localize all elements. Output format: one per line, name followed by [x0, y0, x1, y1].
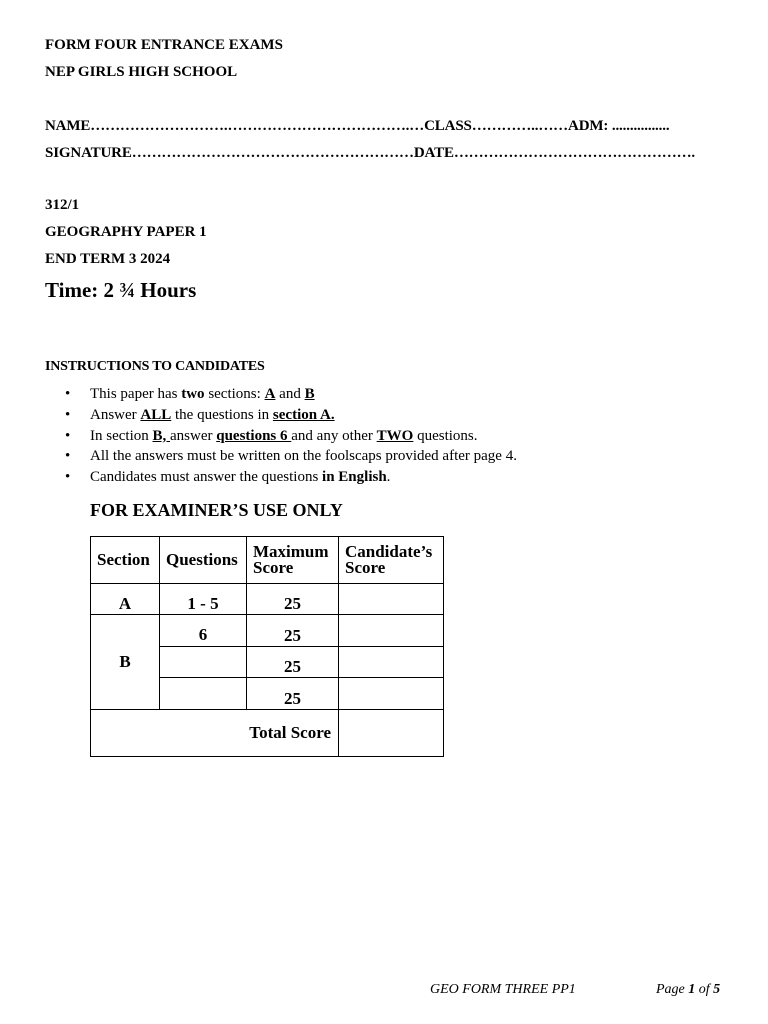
- exam-time: Time: 2 ¾ Hours: [45, 278, 197, 302]
- instruction-item: • All the answers must be written on the foolscaps provided after page 4.: [65, 448, 517, 465]
- examiner-title: FOR EXAMINER’S USE ONLY: [90, 500, 343, 520]
- candidate-score-b2-cell[interactable]: [339, 647, 444, 678]
- instruction-item: • Answer ALL the questions in section A.: [65, 406, 335, 423]
- paper-code: 312/1: [45, 197, 80, 213]
- header-section: Section: [91, 537, 160, 584]
- instructions-list: [45, 384, 517, 488]
- table-row: [91, 615, 444, 647]
- instruction-item: • This paper has two sections: A and B: [65, 386, 315, 402]
- candidate-score-b3-cell[interactable]: [339, 678, 444, 710]
- instructions-title: INSTRUCTIONS TO CANDIDATES: [45, 359, 265, 374]
- header-questions: Questions: [160, 537, 247, 584]
- footer-page-number: Page 1 of 5: [656, 982, 721, 997]
- exam-title: FORM FOUR ENTRANCE EXAMS: [45, 37, 283, 53]
- total-score-label: Total Score: [91, 710, 339, 757]
- bullet-icon: •: [65, 406, 71, 423]
- questions-b3-cell[interactable]: [160, 678, 247, 710]
- bullet-icon: •: [65, 386, 71, 402]
- total-row: [91, 710, 444, 757]
- bullet-icon: •: [65, 448, 71, 465]
- name-class-adm-line: NAME……………………….……………………………….…CLASS…………..……ADM: ................: [45, 118, 670, 134]
- table-header-row: [91, 537, 444, 584]
- score-table: [90, 536, 444, 757]
- paper-subject: GEOGRAPHY PAPER 1: [45, 224, 207, 240]
- questions-b2-cell[interactable]: [160, 647, 247, 678]
- bullet-icon: •: [65, 469, 71, 486]
- max-score-a-cell: 25: [247, 584, 339, 615]
- instruction-item: • In section B, answer questions 6 and any other TWO questions.: [65, 427, 478, 444]
- max-score-b3-cell: 25: [247, 678, 339, 710]
- header-maximum-score: Maximum Score: [247, 537, 339, 584]
- total-score-cell[interactable]: [339, 710, 444, 757]
- table-row: [91, 584, 444, 615]
- footer-paper-label: GEO FORM THREE PP1: [430, 982, 576, 997]
- questions-a-cell: 1 - 5: [160, 584, 247, 615]
- max-score-b1-cell: 25: [247, 615, 339, 647]
- school-name: NEP GIRLS HIGH SCHOOL: [45, 64, 238, 80]
- bullet-icon: •: [65, 427, 71, 444]
- max-score-b2-cell: 25: [247, 647, 339, 678]
- candidate-score-a-cell[interactable]: [339, 584, 444, 615]
- instruction-item: • Candidates must answer the questions in English.: [65, 469, 391, 486]
- header-candidate-score: Candidate’s Score: [339, 537, 444, 584]
- questions-b1-cell: 6: [160, 615, 247, 647]
- section-b-cell: B: [91, 615, 160, 710]
- section-a-cell: A: [91, 584, 160, 615]
- candidate-score-b1-cell[interactable]: [339, 615, 444, 647]
- signature-date-line: SIGNATURE…………………………………………………DATE………………………………………….: [45, 145, 696, 161]
- paper-term: END TERM 3 2024: [45, 251, 171, 267]
